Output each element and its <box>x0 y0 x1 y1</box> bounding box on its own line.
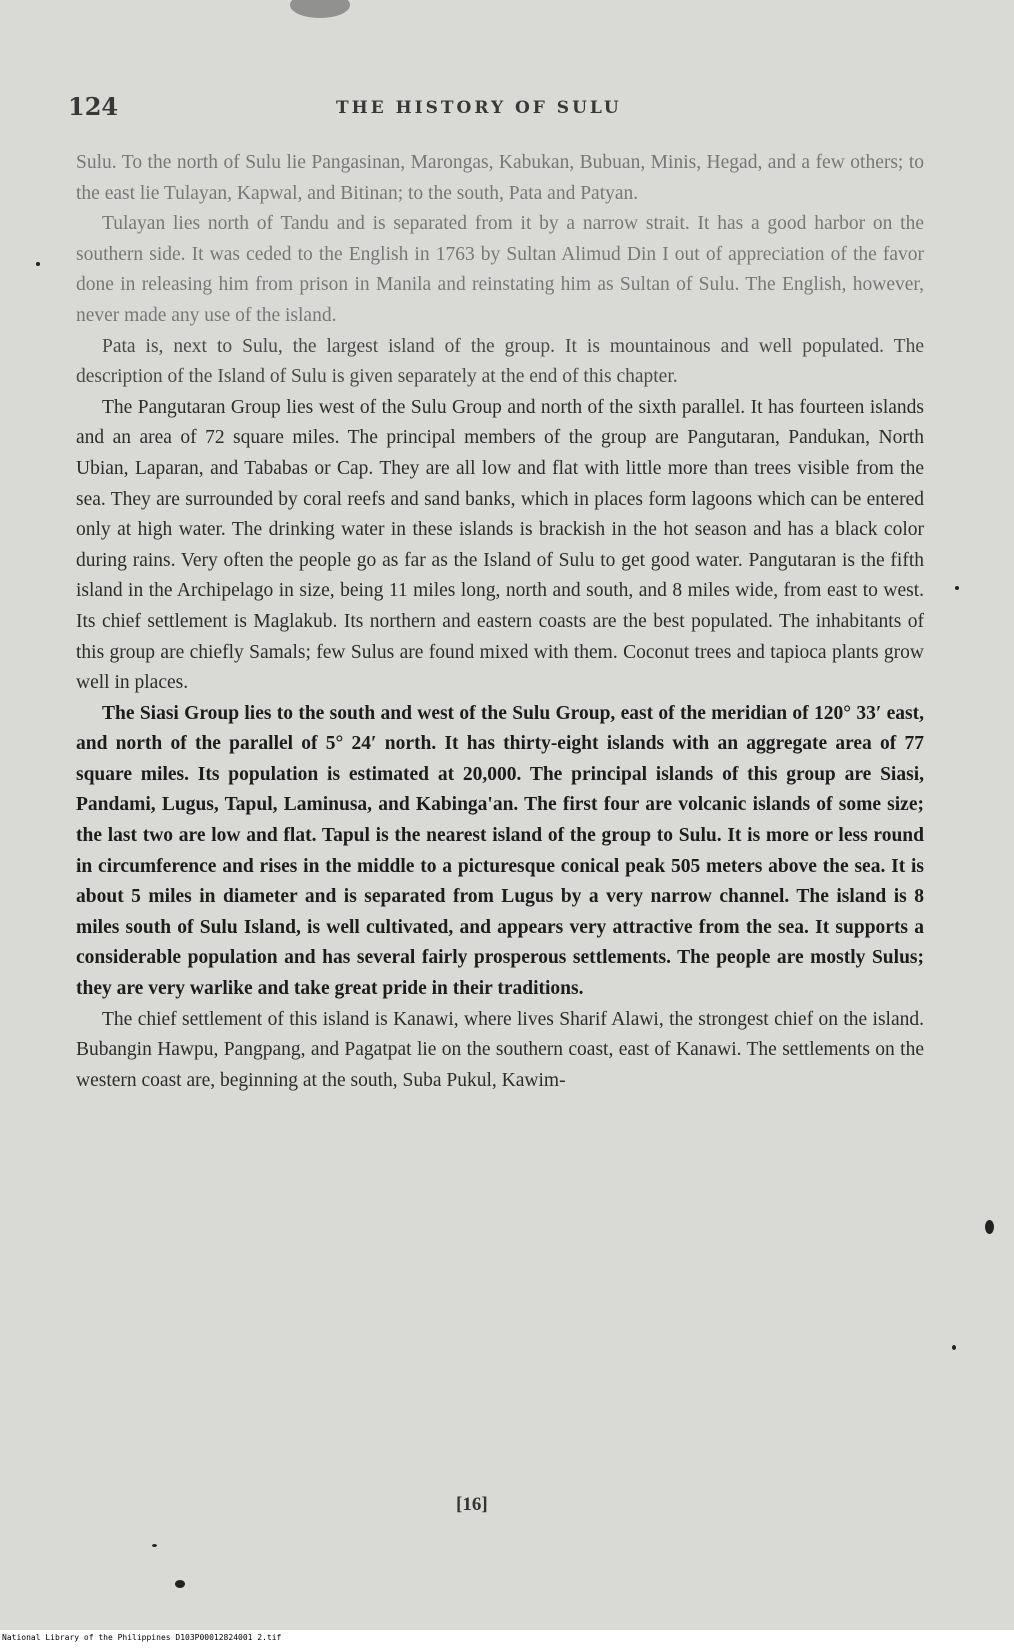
top-blur-mark <box>290 0 350 18</box>
paragraph-5: The Siasi Group lies to the south and west of the Sulu Group, east of the meridian of 120° 33′ east, and north of the parallel of 5° 24′ north. It has thirty-eight islands with an aggregate area of 77 square miles. Its population is estimated at 20,000. The principal islands of this group are Siasi, Pandami, Lugus, Tapul, Laminusa, and Kabinga'an. The first four are volcanic islands of some size; the last two are low and flat. Tapul is the nearest island of the group to Sulu. It is more or less round in circumference and rises in the middle to a picturesque conical peak 505 meters above the sea. It is about 5 miles in diameter and is separated from Lugus by a very narrow channel. The island is 8 miles south of Sulu Island, is well cultivated, and appears very attractive from the sea. It supports a considerable population and has several fairly prosperous settlements. The people are mostly Sulus; they are very warlike and take great pride in their traditions. <box>76 702 924 1000</box>
paragraph-2: Tulayan lies north of Tandu and is separated from it by a narrow strait. It has a good harbor on the southern side. It was ceded to the English in 1763 by Sultan Alimud Din I out of appreciation of the favor done in releasing him from prison in Manila and reinstating him as Sultan of Sulu. The English, however, never made any use of the island. <box>76 213 924 326</box>
signature-mark: [16] <box>456 1494 488 1515</box>
archive-caption: National Library of the Philippines D103P00012824001 2.tif <box>2 1633 282 1642</box>
paragraph-1: Sulu. To the north of Sulu lie Pangasinan, Marongas, Kabukan, Bubuan, Minis, Hegad, and a few others; to the east lie Tulayan, Kapwal, and Bitinan; to the south, Pata and Patyan. <box>76 152 924 204</box>
paragraph-3: Pata is, next to Sulu, the largest island of the group. It is mountainous and well populated. The description of the Island of Sulu is given separately at the end of this chapter. <box>76 335 924 388</box>
speck <box>955 586 959 590</box>
body-text <box>76 148 924 1096</box>
speck <box>36 262 40 266</box>
speck <box>152 1544 157 1547</box>
paragraph-6: The chief settlement of this island is Kanawi, where lives Sharif Alawi, the strongest chief on the island. Bubangin Hawpu, Pangpang, and Pagatpat lie on the southern coast, east of Kanawi. The settlements on the western coast are, beginning at the south, Suba Pukul, Kawim- <box>76 1008 924 1091</box>
page-number: 124 <box>68 92 119 121</box>
speck <box>952 1345 956 1350</box>
running-title: THE HISTORY OF SULU <box>336 98 622 118</box>
page-header <box>68 92 918 124</box>
speck <box>175 1580 185 1588</box>
speck <box>985 1220 994 1234</box>
paragraph-4: The Pangutaran Group lies west of the Sulu Group and north of the sixth parallel. It has fourteen islands and an area of 72 square miles. The principal members of the group are Pangutaran, Pandukan, North Ubian, Laparan, and Tababas or Cap. They are all low and flat with little more than trees visible from the sea. They are surrounded by coral reefs and sand banks, which in places form lagoons which can be entered only at high water. The drinking water in these islands is brackish in the hot season and has a black color during rains. Very often the people go as far as the Island of Sulu to get good water. Pangutaran is the fifth island in the Archipelago in size, being 11 miles long, north and south, and 8 miles wide, from east to west. Its chief settlement is Maglakub. Its northern and eastern coasts are the best populated. The inhabitants of this group are chiefly Samals; few Sulus are found mixed with them. Coconut trees and tapioca plants grow well in places. <box>76 396 924 694</box>
